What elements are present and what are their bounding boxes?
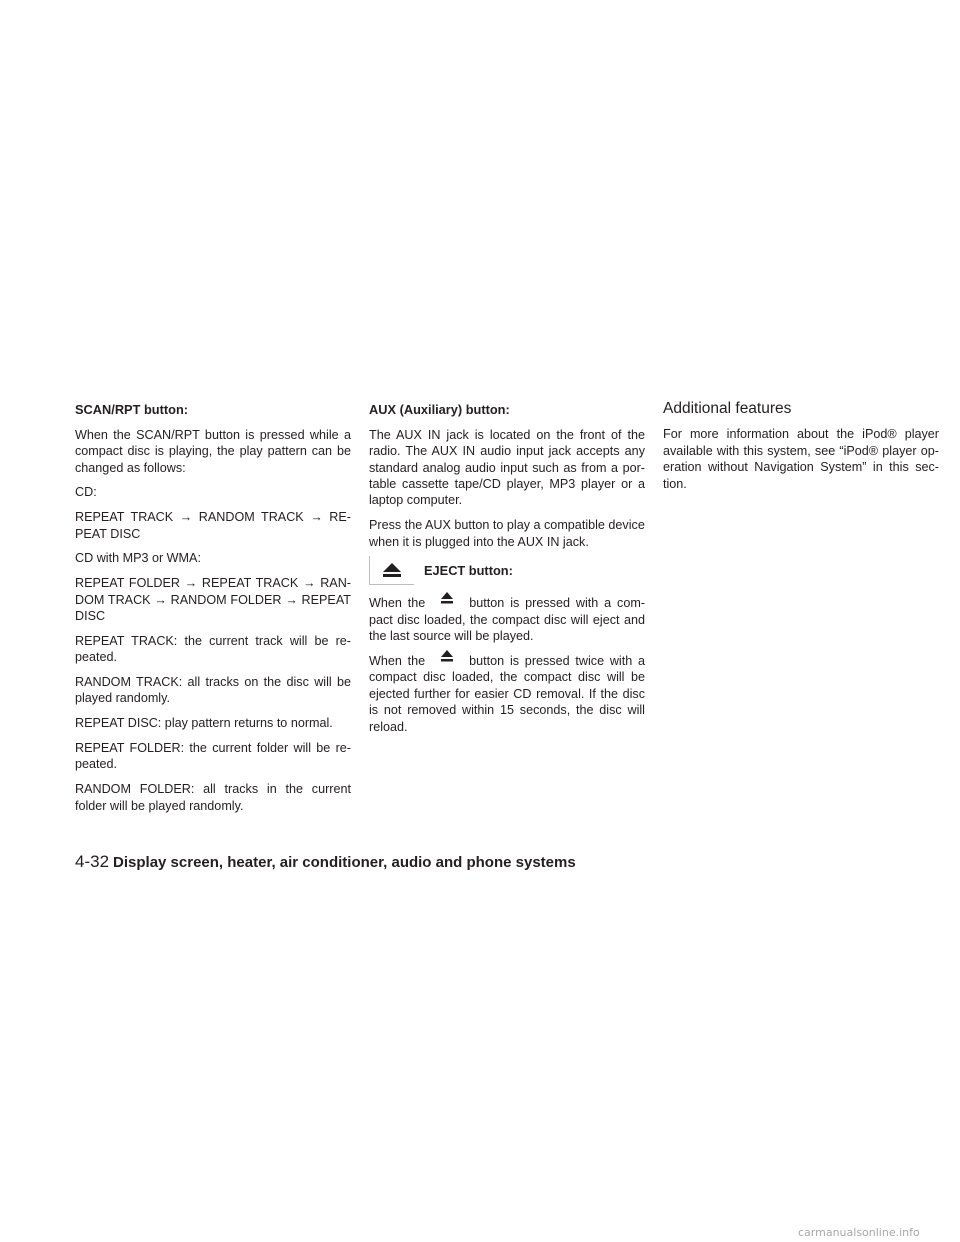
page-footer [75, 852, 576, 872]
inline-eject-icon [425, 653, 469, 669]
scan-rpt-heading: SCAN/RPT button: [75, 402, 189, 417]
repeat-disc-desc: REPEAT DISC: play pattern returns to normal. [75, 716, 333, 731]
eject-desc-1-prefix: When the [369, 596, 426, 611]
eject-desc-2-prefix: When the [369, 654, 426, 669]
eject-icon [381, 562, 403, 578]
additional-features-desc: For more information about the iPod® player available with this system, see “iPod® player op-eration without Navigation System” in this sec-tion. [663, 427, 939, 491]
page-number: 4-32 [75, 852, 110, 871]
eject-desc-2-text: button is pressed twice with a compact disc loaded, the compact disc will be ejected further for easier CD removal. If the disc is not removed within 15 seconds, the disc will reload. [369, 654, 645, 734]
eject-desc-1 [369, 595, 645, 644]
cd-sequence: REPEAT TRACK → RANDOM TRACK → RE-PEAT DISC [75, 510, 351, 541]
additional-features-heading: Additional features [663, 400, 792, 417]
eject-section-header [369, 556, 645, 585]
section-title: Display screen, heater, air conditioner, audio and phone systems [113, 854, 576, 871]
watermark: carmanualsonline.info [798, 1226, 920, 1239]
aux-desc-2: Press the AUX button to play a compatible device when it is plugged into the AUX IN jack. [369, 518, 645, 549]
cd-label: CD: [75, 485, 97, 500]
scan-rpt-intro: When the SCAN/RPT button is pressed while a compact disc is playing, the play pattern can be changed as follows: [75, 427, 351, 475]
eject-desc-2 [369, 653, 645, 735]
repeat-folder-desc: REPEAT FOLDER: the current folder will be re-peated. [75, 741, 351, 772]
random-track-desc: RANDOM TRACK: all tracks on the disc will be played randomly. [75, 675, 351, 706]
aux-desc-1: The AUX IN jack is located on the front of the radio. The AUX IN audio input jack accepts any standard analog audio input such as from a por-table cassette tape/CD player, MP3 player or a laptop computer. [369, 427, 645, 508]
repeat-track-desc: REPEAT TRACK: the current track will be re-peated. [75, 633, 351, 665]
column-scan-rpt [75, 402, 351, 822]
random-folder-desc: RANDOM FOLDER: all tracks in the current folder will be played randomly. [75, 782, 351, 813]
aux-heading: AUX (Auxiliary) button: [369, 402, 510, 417]
column-additional-features [663, 402, 939, 500]
eject-heading: EJECT button: [424, 562, 513, 578]
inline-eject-icon [425, 595, 469, 611]
mp3-wma-label: CD with MP3 or WMA: [75, 551, 201, 566]
column-aux-eject [369, 402, 645, 743]
mp3-wma-sequence: REPEAT FOLDER → REPEAT TRACK → RAN-DOM TRACK → RANDOM FOLDER → REPEAT DISC [75, 576, 351, 624]
eject-icon-box [369, 556, 414, 585]
eject-desc-1-text: button is pressed with a com-pact disc loaded, the compact disc will eject and the last source will be played. [369, 596, 646, 644]
